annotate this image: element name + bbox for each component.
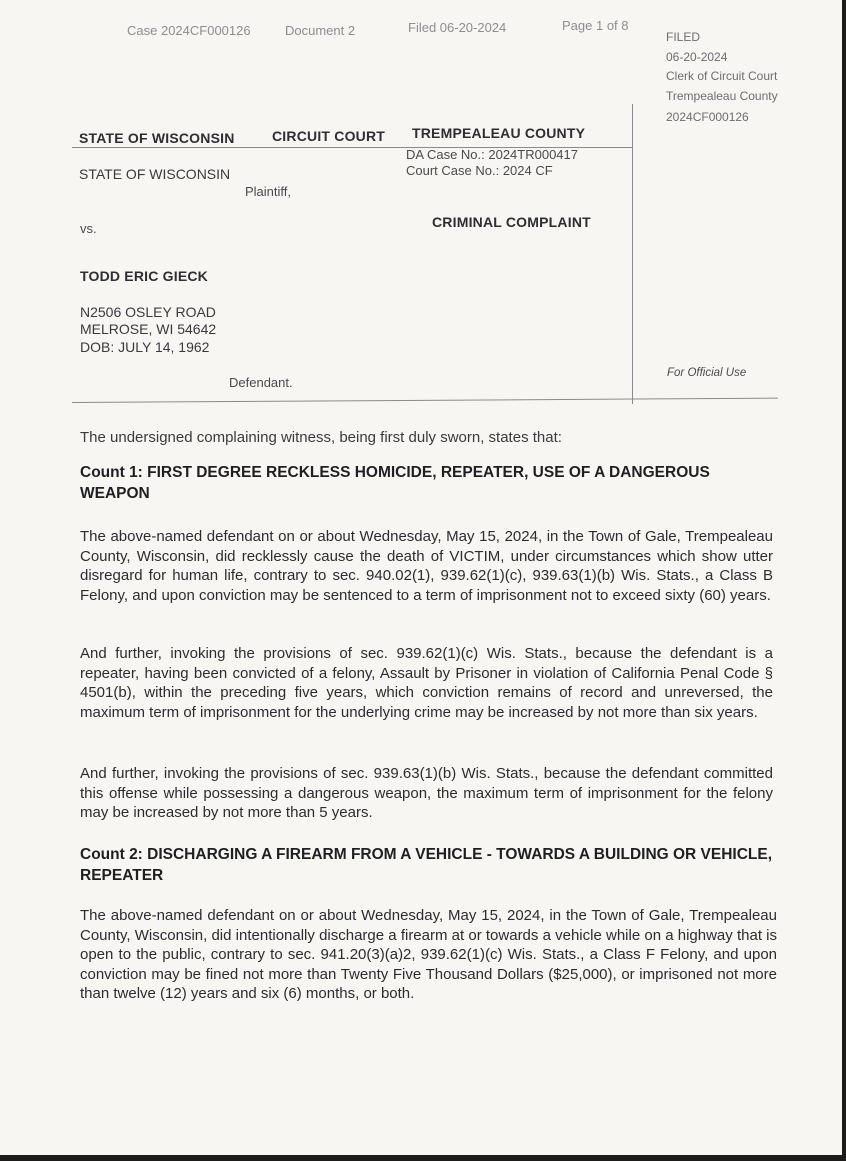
stamp-line: 06-20-2024 [666,49,728,64]
caption-state: STATE OF WISCONSIN [79,130,235,146]
count-2-heading: Count 2: DISCHARGING A FIREARM FROM A VEHICLE - TOWARDS A BUILDING OR VEHICLE, REPEATER [80,846,773,884]
caption-county: TREMPEALEAU COUNTY [412,125,586,141]
count-1-heading: Count 1: FIRST DEGREE RECKLESS HOMICIDE, REPEATER, USE OF A DANGEROUS WEAPON [80,464,710,502]
stamp-line: Clerk of Circuit Court [666,69,778,83]
document-title: CRIMINAL COMPLAINT [432,214,591,230]
count-1-paragraph-1: The above-named defendant on or about Wednesday, May 15, 2024, in the Town of Gale, Trempealeau County, Wisconsin, did recklessly cause the death of VICTIM, under circumstances which show utter disregard for human life, contrary to sec. 940.02(1), 939.62(1)(c), 939.63(1)(b) Wis. Stats., a Class B Felony, and upon conviction may be sentenced to a term of imprisonment not to exceed sixty (60) years. [80,528,773,604]
caption-court: CIRCUIT COURT [272,128,386,144]
filing-stamp [666,28,778,128]
defendant-dob: DOB: JULY 14, 1962 [80,339,210,355]
official-use-label: For Official Use [667,367,747,379]
da-case-number: DA Case No.: 2024TR000417 [406,147,578,162]
defendant-label: Defendant. [229,375,293,390]
caption-bottom-rule [72,398,778,403]
defendant-name: TODD ERIC GIECK [80,268,208,284]
caption-vertical-rule [632,104,633,404]
stamp-line: 2024CF000126 [666,110,749,124]
plaintiff-name: STATE OF WISCONSIN [79,166,231,182]
page-number-header: Page 1 of 8 [562,18,629,33]
stamp-line: Trempealeau County [666,88,778,103]
count-2-paragraph-1: The above-named defendant on or about Wednesday, May 15, 2024, in the Town of Gale, Trempealeau County, Wisconsin, did intentionally discharge a firearm at or towards a vehicle while on a highway that is open to the public, contrary to sec. 941.20(3)(a)2, 939.62(1)(c) Wis. Stats., a Class F Felony, and upon conviction may be fined not more than Twenty Five Thousand Dollars ($25,000), or imprisoned not more than twelve (12) years and six (6) months, or both. [80,907,777,1003]
count-1-paragraph-2: And further, invoking the provisions of sec. 939.62(1)(c) Wis. Stats., because the defendant is a repeater, having been convicted of a felony, Assault by Prisoner in violation of California Penal Code § 4501(b), within the preceding five years, which conviction remains of record and unreversed, the maximum term of imprisonment for the underlying crime may be increased by not more than six years. [80,645,773,721]
defendant-address-line2: MELROSE, WI 54642 [80,321,217,337]
filed-date-header: Filed 06-20-2024 [408,20,507,35]
document-number-header: Document 2 [285,23,356,38]
court-case-number: Court Case No.: 2024 CF [406,163,553,178]
defendant-address-line1: N2506 OSLEY ROAD [80,304,216,320]
complaint-intro: The undersigned complaining witness, being first duly sworn, states that: [80,429,562,446]
versus-label: vs. [80,221,97,236]
plaintiff-label: Plaintiff, [245,184,292,199]
count-1-paragraph-3: And further, invoking the provisions of sec. 939.63(1)(b) Wis. Stats., because the defendant committed this offense while possessing a dangerous weapon, the maximum term of imprisonment for the felony may be increased by not more than 5 years. [80,765,773,822]
stamp-line: FILED [666,30,701,44]
case-number-header: Case 2024CF000126 [127,23,251,38]
